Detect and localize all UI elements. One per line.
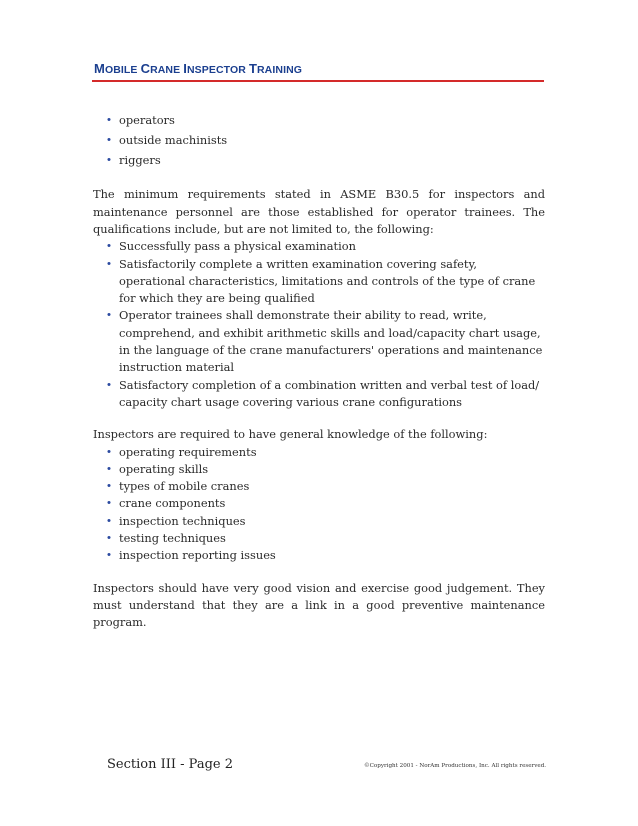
list-item: • inspection reporting issues xyxy=(93,547,545,564)
header-initial: T xyxy=(248,61,257,76)
list-item: • operating requirements xyxy=(93,444,545,461)
header-word: OBILE xyxy=(104,64,138,76)
vision-paragraph: Inspectors should have very good vision and exercise good judgement. They must understand that they are a link in a good preventive maintenance program. xyxy=(93,580,545,630)
list-item: • types of mobile cranes xyxy=(93,478,545,495)
copyright-notice: ©Copyright 2001 - NorAm Productions, Inc. All rights reserved. xyxy=(364,763,547,769)
page-number: Section III - Page 2 xyxy=(107,757,233,772)
list-item: • Satisfactory completion of a combination written and verbal test of load/ capacity chart usage covering various crane configurations xyxy=(93,377,545,412)
header-initial: M xyxy=(94,61,105,76)
list-item: • operating skills xyxy=(93,461,545,478)
running-header xyxy=(94,61,302,76)
requirements-paragraph: The minimum requirements stated in ASME B30.5 for inspectors and maintenance personnel are those established for operator trainees. The qualifications include, but are not limited to, the following: xyxy=(93,187,545,236)
list-item: • testing techniques xyxy=(93,530,545,547)
list-item: • outside machinists xyxy=(93,132,545,149)
page-body xyxy=(93,112,545,632)
list-item: • crane components xyxy=(93,495,545,512)
header-word: NSPECTOR xyxy=(186,64,246,76)
header-rule xyxy=(92,80,544,82)
header-initial: I xyxy=(183,61,187,76)
list-item: • Successfully pass a physical examination xyxy=(93,238,545,255)
list-item: • operators xyxy=(93,112,545,129)
qualifications-list xyxy=(93,238,545,411)
list-item: • riggers xyxy=(93,152,545,169)
list-item: • inspection techniques xyxy=(93,513,545,530)
list-item: • Operator trainees shall demonstrate their ability to read, write, comprehend, and exhibit arithmetic skills and load/capacity chart usage, in the language of the crane manufacturers' operations and maintenance instruction material xyxy=(93,307,545,376)
header-word: RANE xyxy=(150,64,181,76)
personnel-list xyxy=(93,112,545,169)
knowledge-list xyxy=(93,444,545,565)
header-word: RAINING xyxy=(257,64,303,76)
header-initial: C xyxy=(140,61,151,76)
knowledge-paragraph: Inspectors are required to have general knowledge of the following: xyxy=(93,427,488,442)
list-item: • Satisfactorily complete a written examination covering safety, operational characteristics, limitations and controls of the type of crane for which they are being qualified xyxy=(93,256,545,308)
